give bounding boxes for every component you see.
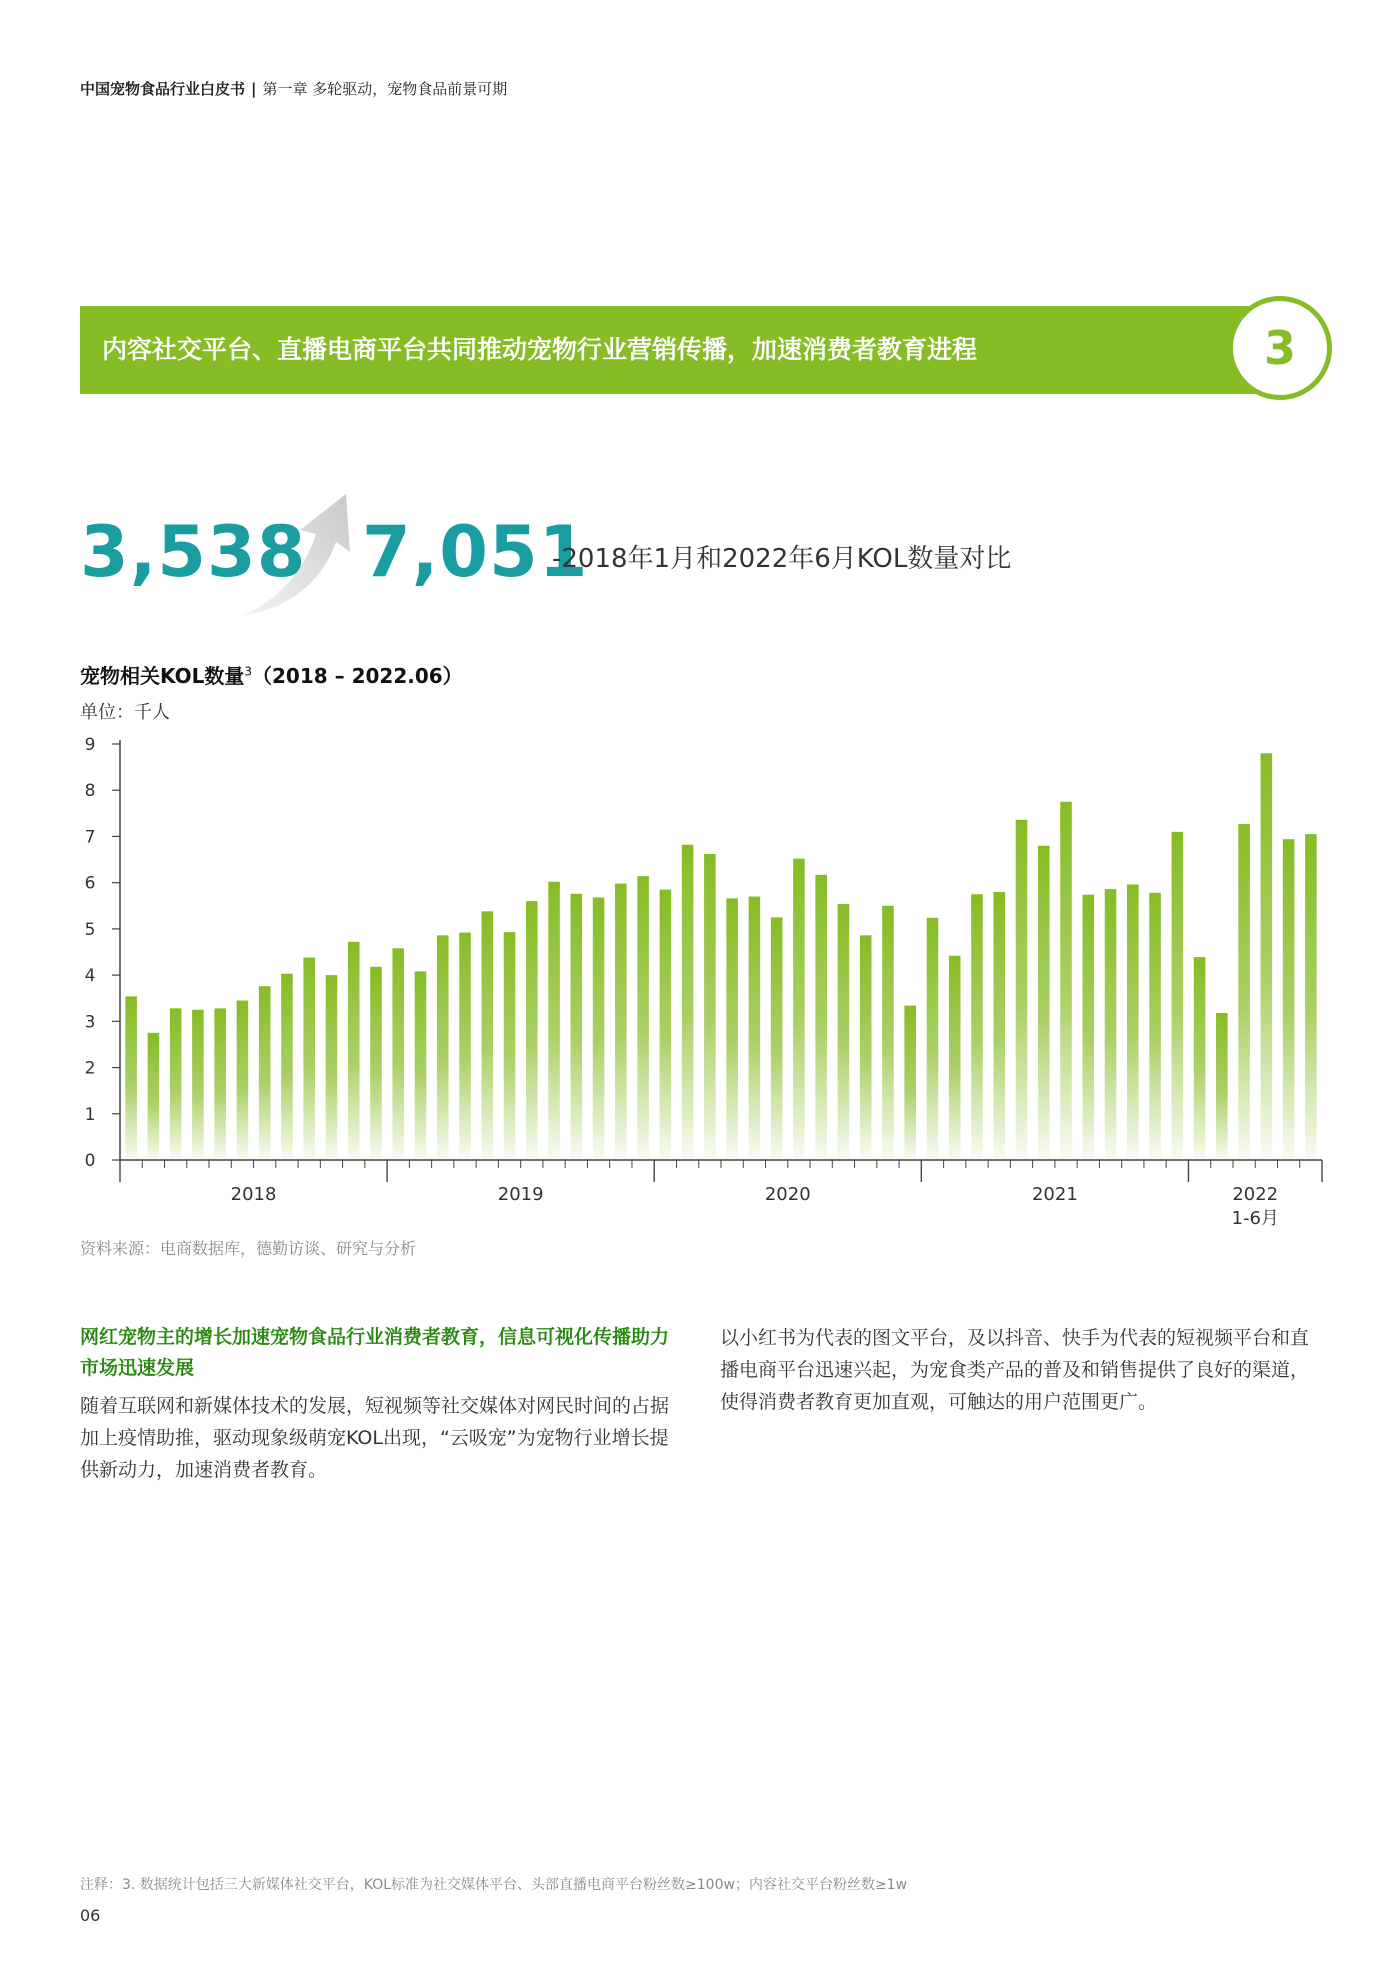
report-title: 中国宠物食品行业白皮书: [80, 80, 246, 98]
bar: [1016, 820, 1028, 1160]
bar: [415, 971, 427, 1160]
bar: [704, 854, 716, 1160]
bar: [793, 859, 805, 1160]
bar: [1082, 895, 1094, 1160]
bar: [437, 935, 449, 1160]
x-year-sublabel: 1-6月: [1231, 1208, 1279, 1229]
chapter-title: 第一章 多轮驱动，宠物食品前景可期: [262, 80, 508, 98]
bar: [615, 884, 627, 1160]
bar: [1060, 802, 1072, 1160]
bar: [1194, 957, 1206, 1160]
bar: [726, 898, 738, 1160]
bar: [971, 894, 983, 1160]
banner-title: 内容社交平台、直播电商平台共同推动宠物行业营销传播，加速消费者教育进程: [102, 335, 978, 364]
y-tick-label: 3: [84, 1012, 96, 1033]
bar: [370, 967, 382, 1160]
bar: [459, 933, 471, 1160]
bar: [637, 876, 649, 1160]
y-tick-label: 0: [84, 1151, 96, 1171]
bar: [1283, 839, 1295, 1160]
right-column-body: 以小红书为代表的图文平台，及以抖音、快手为代表的短视频平台和直播电商平台迅速兴起，为宠食类产品的普及和销售提供了良好的渠道，使得消费者教育更加直观，可触达的用户范围更广。: [720, 1327, 1310, 1413]
bar: [548, 882, 560, 1160]
x-year-label: 2019: [497, 1184, 544, 1205]
bar: [838, 904, 850, 1160]
chart-title-range: （2018 – 2022.06）: [252, 664, 463, 688]
bar: [170, 1008, 182, 1160]
header-separator: |: [251, 80, 257, 98]
left-column-heading: 网红宠物主的增长加速宠物食品行业消费者教育，信息可视化传播助力市场迅速发展: [80, 1326, 670, 1379]
bar: [1238, 824, 1250, 1160]
bar: [281, 974, 293, 1160]
x-year-label: 2022: [1232, 1184, 1279, 1205]
section-number-badge: 3: [1228, 296, 1332, 400]
left-column: [80, 1322, 680, 1486]
right-column: [720, 1322, 1320, 1418]
bar: [749, 897, 761, 1160]
bar: [860, 935, 872, 1160]
y-tick-label: 4: [84, 966, 96, 987]
y-tick-label: 2: [84, 1058, 96, 1079]
bar: [882, 906, 894, 1160]
bar: [904, 1006, 916, 1160]
bar: [1261, 753, 1273, 1160]
bar: [326, 975, 338, 1160]
bar: [660, 890, 672, 1160]
y-tick-label: 9: [84, 735, 96, 755]
x-year-label: 2021: [1031, 1184, 1078, 1205]
chart-unit: 单位：千人: [80, 702, 170, 723]
y-tick-label: 5: [84, 919, 96, 940]
kol-from-value: 3,538: [80, 511, 307, 593]
x-year-label: 2018: [230, 1184, 277, 1205]
bar: [771, 917, 783, 1160]
bar: [571, 894, 583, 1160]
footnote: 注释：3. 数据统计包括三大新媒体社交平台，KOL标准为社交媒体平台、头部直播电商平台粉丝数≥100w；内容社交平台粉丝数≥1w: [80, 1877, 908, 1893]
bar: [1149, 893, 1161, 1160]
bar: [593, 897, 605, 1160]
bar: [125, 996, 137, 1160]
bar: [148, 1033, 160, 1160]
bar: [259, 986, 271, 1160]
bar: [192, 1010, 204, 1160]
bar: [1038, 846, 1050, 1160]
y-tick-label: 7: [84, 827, 96, 848]
bar: [214, 1008, 226, 1160]
data-source: 资料来源：电商数据库，德勤访谈、研究与分析: [80, 1239, 417, 1258]
bar: [1105, 889, 1117, 1160]
bar: [993, 892, 1005, 1160]
bar: [927, 918, 939, 1160]
bar: [1305, 834, 1317, 1160]
bar: [949, 956, 961, 1160]
bar: [526, 901, 538, 1160]
bar: [815, 875, 827, 1160]
bar: [237, 1001, 249, 1160]
bar: [504, 932, 516, 1160]
y-tick-label: 8: [84, 781, 96, 802]
kol-bar-chart: [60, 730, 1340, 1230]
page-header: [80, 78, 507, 99]
bar: [392, 948, 404, 1160]
bar: [481, 911, 493, 1160]
chart-title: [80, 660, 463, 689]
bar: [348, 942, 360, 1160]
kol-comparison-caption: -2018年1月和2022年6月KOL数量对比: [552, 544, 1012, 574]
section-banner: [80, 306, 1290, 394]
y-tick-label: 1: [84, 1104, 96, 1125]
bar: [1172, 832, 1184, 1160]
bar: [1127, 885, 1139, 1160]
growth-arrow-icon: [238, 490, 358, 620]
bar: [682, 845, 694, 1160]
y-tick-label: 6: [84, 873, 96, 894]
bar: [1216, 1013, 1228, 1160]
chart-title-footnote-mark: 3: [244, 664, 252, 679]
kol-to-value: 7,051: [362, 511, 589, 593]
bar: [303, 958, 315, 1160]
left-column-body: 随着互联网和新媒体技术的发展，短视频等社交媒体对网民时间的占据加上疫情助推，驱动现象级萌宠KOL出现，“云吸宠”为宠物行业增长提供新动力，加速消费者教育。: [80, 1395, 670, 1481]
x-year-label: 2020: [764, 1184, 811, 1205]
page-number: 06: [80, 1906, 101, 1925]
chart-title-main: 宠物相关KOL数量: [80, 664, 245, 688]
